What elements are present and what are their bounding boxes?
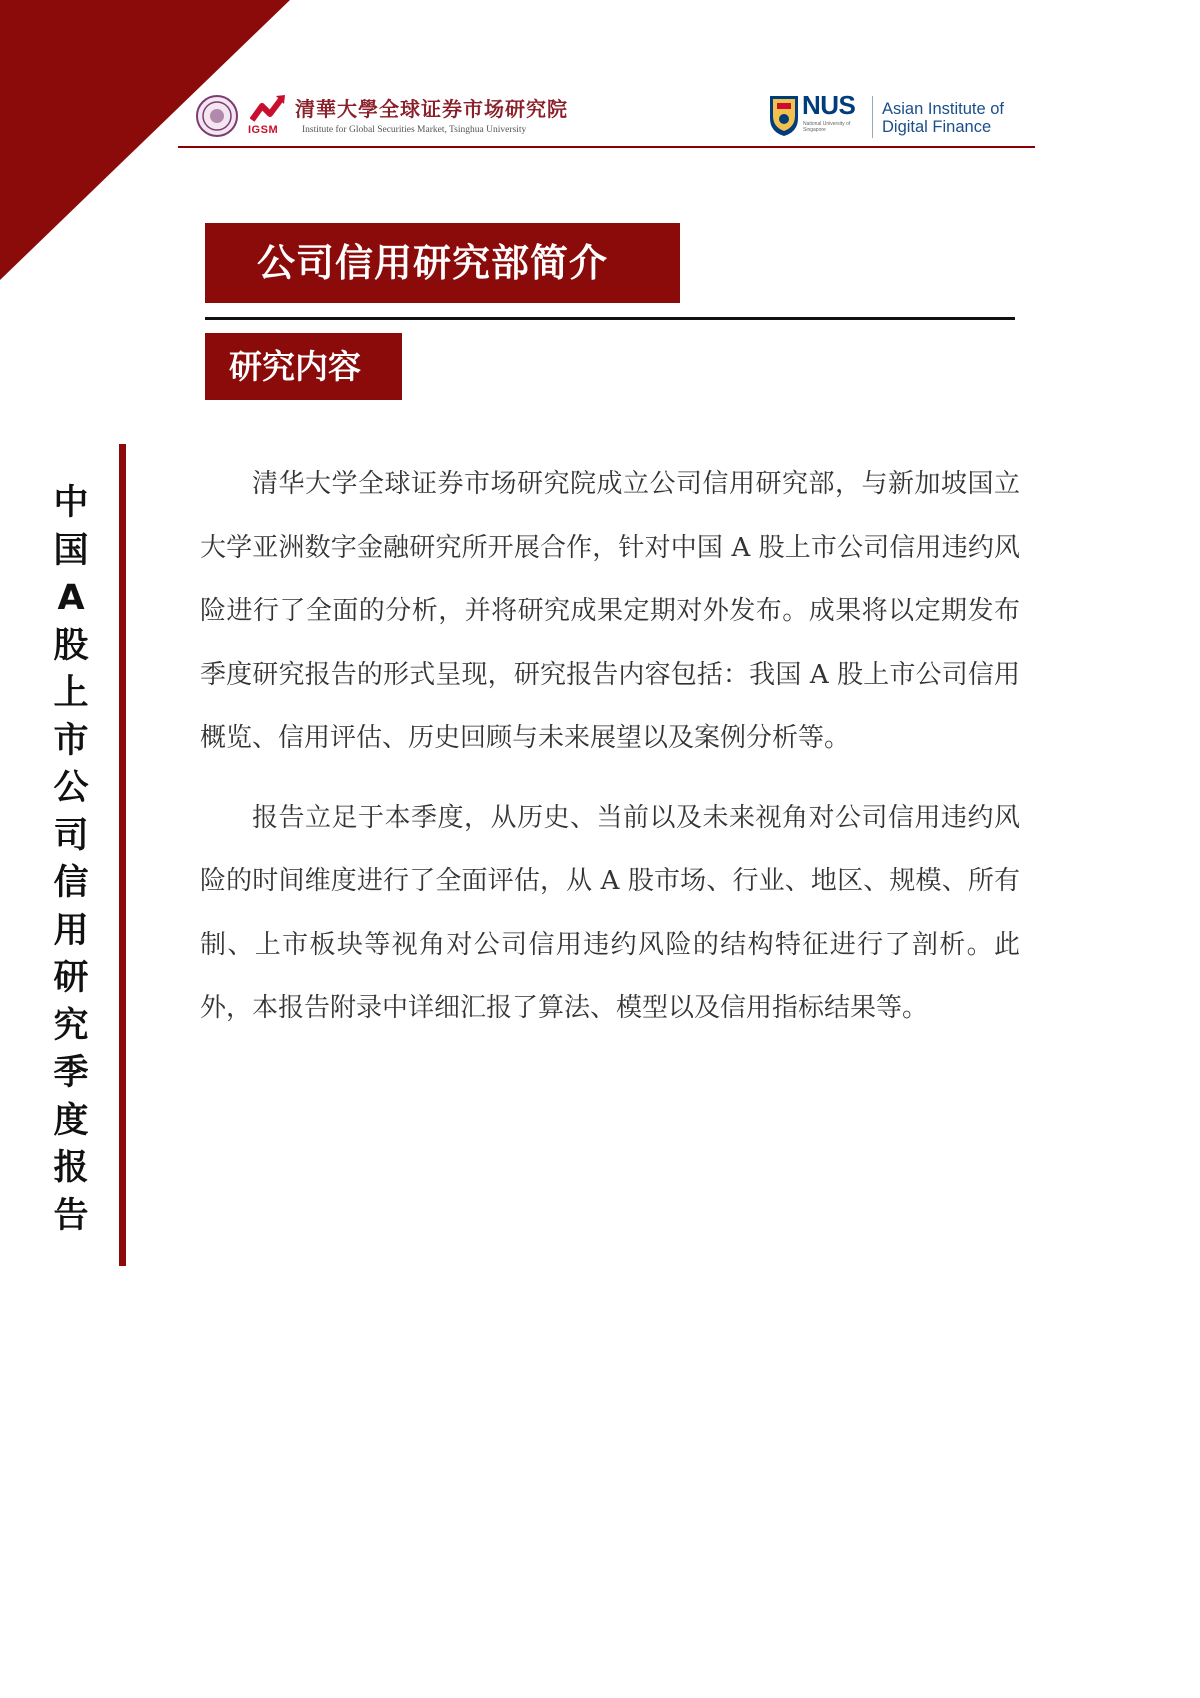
vertical-title-char: 中 bbox=[53, 483, 89, 523]
vertical-report-title bbox=[50, 480, 92, 1240]
vertical-title-char: 信 bbox=[53, 863, 89, 903]
igsm-chart-icon bbox=[250, 94, 286, 124]
igsm-logo bbox=[248, 94, 288, 140]
title-divider bbox=[205, 317, 1015, 320]
paragraph: 清华大学全球证券市场研究院成立公司信用研究部，与新加坡国立大学亚洲数字金融研究所开展合作，针对中国 A 股上市公司信用违约风险进行了全面的分析，并将研究成果定期对外发布。成果将以定期发布季度研究报告的形式呈现，研究报告内容包括：我国 A 股上市公司信用概览、信用评估、历史回顾与未来展望以及案例分析等。 bbox=[200, 469, 1020, 753]
page-title: 公司信用研究部简介 bbox=[205, 223, 680, 303]
vertical-title-char: 国 bbox=[53, 530, 89, 571]
vertical-title-char: 究 bbox=[53, 1005, 89, 1046]
vertical-title-char: 股 bbox=[53, 625, 89, 666]
side-accent-bar bbox=[119, 444, 126, 1266]
aidf-name bbox=[882, 100, 1004, 136]
vertical-title-char: 公 bbox=[53, 768, 89, 808]
institute-name-en: Institute for Global Securities Market, Tsinghua University bbox=[302, 125, 527, 135]
vertical-title-char: 上 bbox=[53, 673, 89, 713]
vertical-title-char: 市 bbox=[53, 720, 89, 761]
vertical-title-char: 研 bbox=[53, 958, 89, 998]
nus-crest-icon bbox=[768, 94, 800, 138]
nus-wordmark: NUS bbox=[802, 90, 856, 120]
institute-name-cn: 清華大學全球证券市场研究院 bbox=[295, 97, 568, 121]
paragraph: 报告立足于本季度，从历史、当前以及未来视角对公司信用违约风险的时间维度进行了全面评估，从 A 股市场、行业、地区、规模、所有制、上市板块等视角对公司信用违约风险的结构特征进行了剖析。此外，本报告附录中详细汇报了算法、模型以及信用指标结果等。 bbox=[200, 802, 1020, 1023]
vertical-title-char: A bbox=[57, 578, 85, 618]
tsinghua-seal-icon bbox=[196, 95, 238, 137]
vertical-title-char: 报 bbox=[53, 1148, 89, 1188]
vertical-title-char: 季 bbox=[53, 1053, 89, 1093]
section-heading: 研究内容 bbox=[205, 333, 402, 400]
nus-subtitle: National University of Singapore bbox=[803, 121, 851, 133]
body-text bbox=[200, 453, 1020, 1041]
igsm-abbr: IGSM bbox=[248, 124, 279, 136]
vertical-title-char: 用 bbox=[53, 910, 89, 951]
page-header bbox=[178, 88, 1035, 148]
aidf-line-1: Asian Institute of bbox=[882, 100, 1004, 118]
vertical-title-char: 度 bbox=[53, 1100, 89, 1141]
vertical-title-char: 司 bbox=[53, 815, 89, 856]
vertical-title-char: 告 bbox=[53, 1195, 89, 1236]
logo-divider bbox=[872, 96, 873, 138]
aidf-line-2: Digital Finance bbox=[882, 118, 992, 136]
